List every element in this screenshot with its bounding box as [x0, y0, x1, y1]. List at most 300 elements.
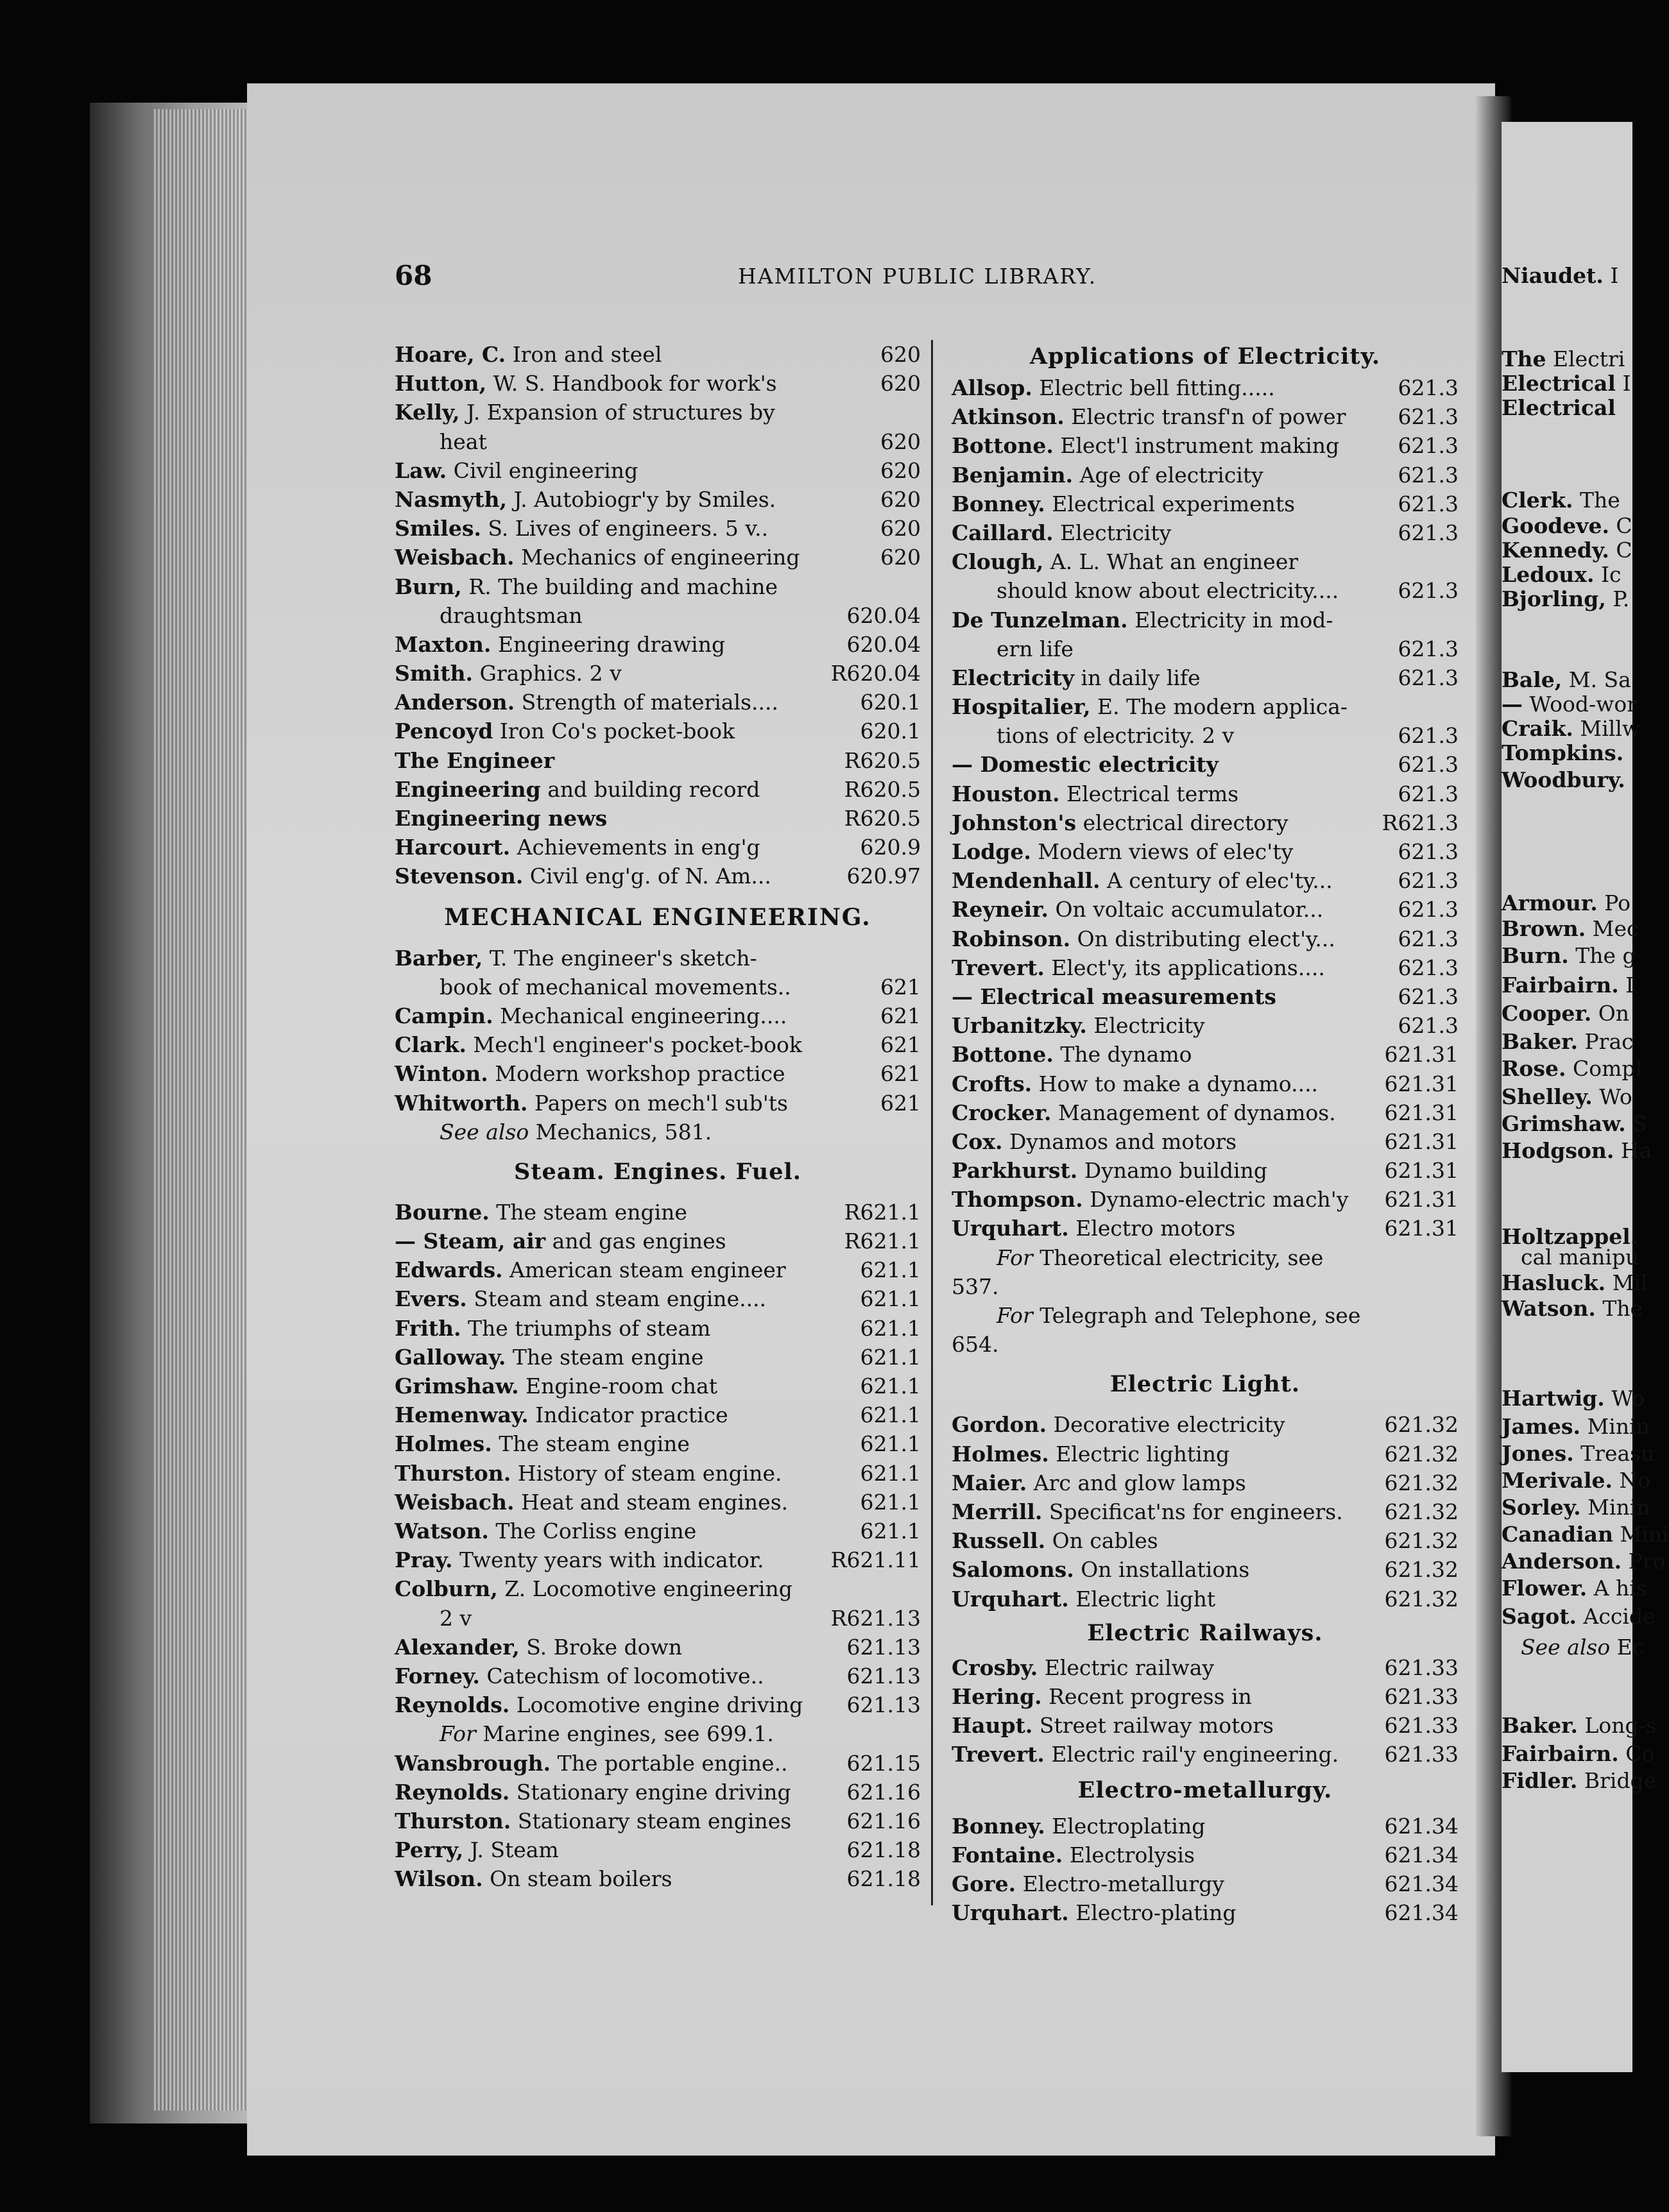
entry-text — [395, 1255, 786, 1284]
entry-text — [952, 1526, 1158, 1555]
entry-title: Electrolysis — [1063, 1842, 1195, 1867]
catalog-entry — [952, 1069, 1459, 1098]
facing-page-fragment: Burn. The g — [1502, 943, 1636, 968]
entry-title-continued: 2 v — [440, 1605, 472, 1631]
entry-title: Electro motors — [1068, 1216, 1236, 1241]
catalog-entry — [395, 1198, 921, 1227]
call-number: R621.3 — [1382, 810, 1459, 835]
entry-title: Dynamo-electric mach'y — [1083, 1187, 1349, 1212]
entry-title: Twenty years with indicator. — [452, 1547, 764, 1573]
entry-text — [395, 1284, 766, 1313]
entry-title: Recent progress in — [1041, 1683, 1252, 1709]
catalog-entry — [395, 1255, 921, 1284]
entry-title: Stationary steam engines — [511, 1808, 792, 1833]
call-number: 621.34 — [1384, 1900, 1459, 1926]
entry-author: Urbanitzky. — [952, 1013, 1087, 1039]
fragment-author: Electrical — [1502, 395, 1616, 420]
catalog-entry — [395, 1662, 921, 1690]
entry-title: Modern workshop practice — [488, 1061, 785, 1087]
entry-text — [952, 1011, 1205, 1040]
entry-text — [952, 837, 1293, 866]
entry-author: Crocker. — [952, 1100, 1052, 1125]
entry-author: — Domestic electricity — [952, 752, 1219, 778]
call-number: 621.34 — [1384, 1842, 1459, 1867]
entry-title: and building record — [540, 776, 760, 802]
entry-author: Clough, — [952, 549, 1044, 575]
entry-author: Salomons. — [952, 1557, 1074, 1583]
entry-text — [952, 1468, 1246, 1497]
catalog-entry — [952, 1098, 1459, 1127]
entry-author: Mendenhall. — [952, 868, 1100, 894]
entry-text — [395, 1372, 717, 1400]
catalog-entry — [952, 1468, 1459, 1497]
catalog-entry — [395, 1633, 921, 1662]
facing-page-fragment: Sorley. Minin — [1502, 1495, 1650, 1520]
entry-text — [952, 692, 1348, 721]
catalog-entry — [395, 833, 921, 862]
entry-title: A. L. What an engineer — [1043, 549, 1299, 575]
fragment-author: Fairbairn. — [1502, 973, 1619, 998]
entry-title: The dynamo — [1053, 1042, 1192, 1068]
call-number: 621.3 — [1398, 926, 1459, 951]
call-number: R621.1 — [844, 1199, 921, 1225]
entry-author: Edwards. — [395, 1257, 503, 1283]
facing-page-fragment: Hasluck. Mil — [1502, 1270, 1648, 1295]
catalog-entry — [952, 518, 1459, 547]
note-line: 537. — [952, 1273, 999, 1299]
call-number: 621.3 — [1398, 578, 1459, 604]
catalog-entry — [395, 1545, 921, 1574]
entry-title: Electric bell fitting..... — [1032, 375, 1275, 400]
entry-author: Colburn, — [395, 1576, 498, 1602]
entry-author: Bonney. — [952, 1813, 1045, 1839]
entry-title: Civil eng'g. of N. Am... — [523, 864, 771, 889]
call-number: 621.32 — [1384, 1441, 1459, 1467]
call-number: 621.3 — [1398, 665, 1459, 690]
entry-title: J. Expansion of structures by — [459, 400, 775, 425]
entry-title: The triumphs of steam — [461, 1315, 711, 1341]
call-number: 621 — [880, 1003, 921, 1028]
entry-author: Lodge. — [952, 839, 1031, 865]
entry-author: Perry, — [395, 1837, 464, 1863]
entry-title: Electric rail'y engineering. — [1044, 1742, 1339, 1767]
entry-author: Frith. — [395, 1315, 461, 1341]
note-italic: See also — [440, 1119, 529, 1144]
entry-author: Reyneir. — [952, 897, 1048, 923]
entry-title: Mech'l engineer's pocket-book — [466, 1032, 802, 1058]
entry-title: S. Lives of engineers. 5 v.. — [481, 516, 769, 541]
facing-page-fragment: Bjorling, P. — [1502, 586, 1630, 611]
fragment-author: Flower. — [1502, 1576, 1588, 1601]
entry-title: Electricity — [1053, 520, 1172, 545]
catalog-entry — [952, 1440, 1459, 1468]
fragment-author: Niaudet. — [1502, 263, 1604, 288]
entry-title: The portable engine.. — [551, 1750, 788, 1776]
note-italic: For — [997, 1303, 1033, 1329]
entry-text — [395, 688, 778, 717]
catalog-entry — [395, 572, 921, 630]
call-number: 620.1 — [860, 690, 921, 715]
call-number: 621.18 — [846, 1866, 921, 1892]
catalog-entry — [395, 804, 921, 833]
catalog-entry — [952, 1156, 1459, 1185]
note-line: 654. — [952, 1332, 999, 1357]
entry-text — [952, 1555, 1249, 1584]
entry-author: Maier. — [952, 1470, 1027, 1495]
call-number: 621 — [880, 1061, 921, 1087]
call-number: 621.16 — [846, 1779, 921, 1805]
call-number: 621.33 — [1384, 1683, 1459, 1709]
catalog-entry — [395, 485, 921, 514]
call-number: 621.33 — [1384, 1742, 1459, 1767]
fragment-author: Bale, — [1502, 667, 1562, 692]
entry-text — [395, 1488, 788, 1517]
fragment-author: Cooper. — [1502, 1001, 1592, 1026]
entry-text — [952, 518, 1171, 547]
call-number: 621.3 — [1398, 462, 1459, 488]
entry-text — [395, 1343, 704, 1372]
entry-title: The steam engine — [489, 1199, 687, 1225]
entry-title: Modern views of elec'ty — [1031, 839, 1294, 865]
call-number: 621.1 — [860, 1460, 921, 1486]
call-number: 620 — [880, 516, 921, 541]
entry-title: The Corliss engine — [488, 1518, 697, 1544]
entry-author: Alexander, — [395, 1634, 520, 1660]
catalog-entry — [395, 340, 921, 369]
call-number: 621.3 — [1398, 723, 1459, 749]
entry-title: The steam engine — [492, 1431, 690, 1457]
entry-text — [952, 1440, 1229, 1468]
entry-text — [952, 953, 1325, 982]
fragment-author: Sagot. — [1502, 1604, 1577, 1629]
entry-author: Wansbrough. — [395, 1750, 551, 1776]
catalog-entry — [952, 373, 1459, 402]
catalog-entry — [952, 953, 1459, 982]
facing-page-fragment: cal manipu — [1521, 1245, 1639, 1270]
fragment-author: Hartwig. — [1502, 1386, 1605, 1411]
catalog-entry — [395, 1778, 921, 1807]
note-italic: See also — [1521, 1635, 1611, 1660]
fragment-author: Holtzappel. — [1502, 1224, 1638, 1249]
entry-title: S. Broke down — [519, 1634, 683, 1660]
fragment-author: Fairbairn. — [1502, 1741, 1619, 1766]
entry-text — [395, 862, 771, 890]
fragment-author: Craik. — [1502, 716, 1573, 741]
entry-text — [395, 1574, 792, 1603]
catalog-entry — [952, 663, 1459, 692]
entry-text — [395, 1807, 791, 1835]
entry-title: A century of elec'ty... — [1100, 868, 1333, 894]
entry-author: Wilson. — [395, 1866, 483, 1892]
fragment-author: Fidler. — [1502, 1768, 1578, 1793]
call-number: 621.1 — [860, 1344, 921, 1370]
call-number: R621.11 — [830, 1547, 921, 1573]
entry-text — [952, 1898, 1236, 1927]
call-number: 621.15 — [846, 1750, 921, 1776]
catalog-entry — [395, 543, 921, 572]
call-number: 621.1 — [860, 1431, 921, 1457]
middle-column — [952, 340, 1459, 1927]
catalog-entry — [395, 1030, 921, 1059]
catalog-entry — [952, 1841, 1459, 1869]
entry-author: De Tunzelman. — [952, 607, 1128, 633]
entry-author: Fontaine. — [952, 1842, 1063, 1867]
call-number: 621.34 — [1384, 1813, 1459, 1839]
catalog-entry — [395, 1807, 921, 1835]
call-number: 621.3 — [1398, 781, 1459, 806]
entry-author: Hoare, C. — [395, 342, 506, 367]
fragment-author: Merivale. — [1502, 1468, 1613, 1493]
entry-text — [952, 1214, 1235, 1243]
entry-title: Elect'y, its applications.... — [1044, 955, 1325, 980]
entry-title: History of steam engine. — [511, 1460, 782, 1486]
entry-text — [395, 1059, 785, 1088]
facing-page-fragment: Canadian Mini — [1502, 1522, 1669, 1547]
catalog-entry — [395, 1429, 921, 1458]
call-number: 621.31 — [1384, 1100, 1459, 1125]
call-number: 621.13 — [846, 1663, 921, 1689]
call-number: 621.1 — [860, 1489, 921, 1515]
catalog-entry — [395, 775, 921, 804]
entry-author: Bottone. — [952, 1042, 1054, 1068]
entry-author: Campin. — [395, 1003, 493, 1028]
left-column — [395, 340, 921, 1893]
entry-author: Bonney. — [952, 491, 1045, 516]
fragment-author: Anderson. — [1502, 1549, 1622, 1574]
entry-title: Electroplating — [1045, 1813, 1206, 1839]
entry-author: Evers. — [395, 1286, 467, 1312]
running-title: HAMILTON PUBLIC LIBRARY. — [738, 264, 1097, 289]
catalog-entry — [952, 431, 1459, 460]
entry-text — [395, 369, 777, 398]
entry-title: On installations — [1074, 1557, 1250, 1583]
catalog-entry — [395, 746, 921, 775]
fragment-author: Jones. — [1502, 1441, 1574, 1466]
catalog-entry — [952, 1869, 1459, 1898]
entry-author: Hutton, — [395, 371, 487, 396]
entry-author: Stevenson. — [395, 864, 524, 889]
entry-title: Engine-room chat — [518, 1374, 717, 1399]
facing-page-fragment: Kennedy. C — [1502, 538, 1632, 563]
entry-text — [395, 456, 638, 485]
entry-title-continued: ern life — [997, 636, 1074, 661]
entry-text — [395, 1517, 696, 1545]
fragment-author: Baker. — [1502, 1713, 1578, 1738]
entry-text — [952, 1841, 1195, 1869]
fragment-author: Armour. — [1502, 890, 1598, 915]
entry-title: Z. Locomotive engineering — [497, 1576, 792, 1602]
entry-author: Reynolds. — [395, 1692, 510, 1718]
facing-page-fragment: Armour. Po — [1502, 890, 1630, 915]
call-number: 620 — [880, 371, 921, 396]
catalog-entry — [395, 1749, 921, 1778]
entry-title: in daily life — [1074, 665, 1201, 690]
entry-text — [952, 489, 1295, 518]
theoretical-note — [952, 1243, 1459, 1301]
entry-author: Reynolds. — [395, 1779, 510, 1805]
entry-text — [952, 1410, 1285, 1439]
entry-title: How to make a dynamo.... — [1032, 1071, 1319, 1096]
fragment-author: Rose. — [1502, 1056, 1566, 1081]
entry-author: Parkhurst. — [952, 1158, 1078, 1184]
fragment-author: Hasluck. — [1502, 1270, 1606, 1295]
fragment-author: Baker. — [1502, 1029, 1578, 1054]
entry-text — [952, 1869, 1224, 1898]
call-number: 621.13 — [846, 1692, 921, 1718]
call-number: 621.31 — [1384, 1158, 1459, 1184]
entry-title: Engineering drawing — [491, 631, 726, 657]
catalog-entry — [952, 779, 1459, 808]
entry-author: Watson. — [395, 1518, 489, 1544]
facing-page-fragment: Niaudet. I — [1502, 263, 1619, 288]
catalog-entry — [395, 1314, 921, 1343]
catalog-entry — [952, 750, 1459, 779]
call-number: 621.32 — [1384, 1470, 1459, 1495]
entry-text — [952, 663, 1201, 692]
page-header — [395, 260, 1271, 292]
facing-page-fragment: Watson. The — [1502, 1296, 1643, 1321]
entry-author: Kelly, — [395, 400, 460, 425]
entry-author: Clark. — [395, 1032, 466, 1058]
entry-author: Haupt. — [952, 1713, 1033, 1739]
call-number: 620.04 — [846, 631, 921, 657]
entry-text — [952, 895, 1323, 924]
entry-author: Atkinson. — [952, 404, 1065, 430]
entry-author: Thurston. — [395, 1460, 511, 1486]
entry-text — [395, 659, 622, 688]
entry-title: Electricity — [1086, 1013, 1205, 1039]
fragment-author: Burn. — [1502, 943, 1569, 968]
entry-text — [952, 373, 1275, 402]
entry-text — [395, 340, 662, 369]
entry-author: Merrill. — [952, 1499, 1043, 1525]
entry-author: Allsop. — [952, 375, 1032, 400]
call-number: 621.32 — [1384, 1499, 1459, 1525]
call-number: 621.3 — [1398, 752, 1459, 778]
call-number: R621.1 — [844, 1229, 921, 1254]
call-number: 621.16 — [846, 1808, 921, 1833]
catalog-entry — [952, 606, 1459, 663]
catalog-entry — [952, 982, 1459, 1011]
entry-text — [395, 630, 725, 659]
entry-text — [395, 1089, 788, 1118]
catalog-entry — [952, 1011, 1459, 1040]
entry-author: Benjamin. — [952, 462, 1074, 488]
catalog-entry — [952, 895, 1459, 924]
entry-title: Specificat'ns for engineers. — [1042, 1499, 1343, 1525]
call-number: 620 — [880, 486, 921, 512]
facing-page-fragment: Fidler. Bridge — [1502, 1768, 1657, 1793]
entry-title: Electric lighting — [1048, 1441, 1230, 1467]
entry-text — [395, 572, 778, 601]
page-stack — [154, 109, 257, 2111]
entry-author: Thompson. — [952, 1187, 1083, 1212]
catalog-entry — [952, 692, 1459, 750]
catalog-entry — [952, 1898, 1459, 1927]
fragment-author: Woodbury. — [1502, 767, 1625, 792]
entry-title-continued: should know about electricity.... — [997, 578, 1339, 604]
entry-author: Thurston. — [395, 1808, 511, 1833]
facing-page-fragment: Fairbairn. I — [1502, 973, 1634, 998]
entry-title: Electric railway — [1038, 1655, 1215, 1680]
entry-title: Electro-plating — [1068, 1900, 1237, 1926]
call-number: 621.31 — [1384, 1128, 1459, 1154]
entry-author: — Electrical measurements — [952, 983, 1276, 1009]
call-number: 621.18 — [846, 1837, 921, 1863]
section-heading-mechanical: MECHANICAL ENGINEERING. — [444, 903, 871, 931]
fragment-author: Sorley. — [1502, 1495, 1581, 1520]
entry-text — [395, 1778, 791, 1807]
entry-title: and gas engines — [545, 1229, 726, 1254]
entry-text — [395, 1198, 687, 1227]
entry-author: Crosby. — [952, 1655, 1038, 1680]
call-number: R621.13 — [830, 1605, 921, 1631]
entry-text — [952, 1740, 1339, 1769]
catalog-entry — [395, 1835, 921, 1864]
entry-author: Robinson. — [952, 926, 1071, 951]
entry-author: Gore. — [952, 1871, 1016, 1896]
entry-title: Heat and steam engines. — [514, 1489, 789, 1515]
call-number: 621 — [880, 1032, 921, 1058]
entry-text — [952, 547, 1298, 576]
entry-title: Catechism of locomotive.. — [479, 1663, 764, 1689]
entry-text — [952, 808, 1288, 837]
catalog-entry — [395, 1864, 921, 1893]
call-number: 621.31 — [1384, 1216, 1459, 1241]
entry-text — [952, 1653, 1214, 1682]
entry-title: E. The modern applica- — [1090, 694, 1348, 720]
note-italic: For — [997, 1245, 1033, 1270]
catalog-entry — [395, 862, 921, 890]
entry-title: On steam boilers — [483, 1866, 672, 1892]
entry-author: Smiles. — [395, 516, 481, 541]
entry-title-continued: tions of electricity. 2 v — [997, 723, 1235, 749]
facing-page-fragment: — Wood-wor — [1502, 692, 1638, 717]
call-number: 621.1 — [860, 1518, 921, 1544]
facing-page-fragment: Craik. Millw — [1502, 716, 1641, 741]
fragment-author: Clerk. — [1502, 488, 1573, 513]
catalog-entry — [395, 514, 921, 543]
entry-title: Iron and steel — [506, 342, 662, 367]
entry-text — [395, 717, 735, 745]
catalog-entry — [952, 1410, 1459, 1439]
entry-text — [952, 1127, 1237, 1156]
entry-title: J. Steam — [463, 1837, 559, 1863]
entry-author: Johnston's — [952, 810, 1077, 835]
entry-author: Crofts. — [952, 1071, 1032, 1096]
entry-title: Strength of materials.... — [515, 690, 778, 715]
catalog-entry — [395, 688, 921, 717]
facing-page-fragment: Shelley. Wo — [1502, 1084, 1632, 1109]
facing-page-fragment — [1502, 767, 1625, 792]
call-number: 621.31 — [1384, 1187, 1459, 1212]
catalog-entry — [952, 402, 1459, 431]
section-heading-light: Electric Light. — [1109, 1371, 1301, 1398]
entry-title: Decorative electricity — [1047, 1412, 1285, 1438]
entry-text — [395, 804, 607, 833]
call-number: 621.13 — [846, 1634, 921, 1660]
facing-page-fragment: Sagot. Accide — [1502, 1604, 1656, 1629]
entry-author: Hering. — [952, 1683, 1042, 1709]
call-number: 621.31 — [1384, 1071, 1459, 1096]
entry-author: Electricity — [952, 665, 1074, 690]
catalog-entry — [395, 944, 921, 1001]
entry-title: Electrical experiments — [1045, 491, 1296, 516]
entry-title: T. The engineer's sketch- — [483, 945, 757, 971]
entry-text — [952, 982, 1276, 1011]
catalog-entry — [395, 1400, 921, 1429]
entry-text — [395, 543, 800, 572]
